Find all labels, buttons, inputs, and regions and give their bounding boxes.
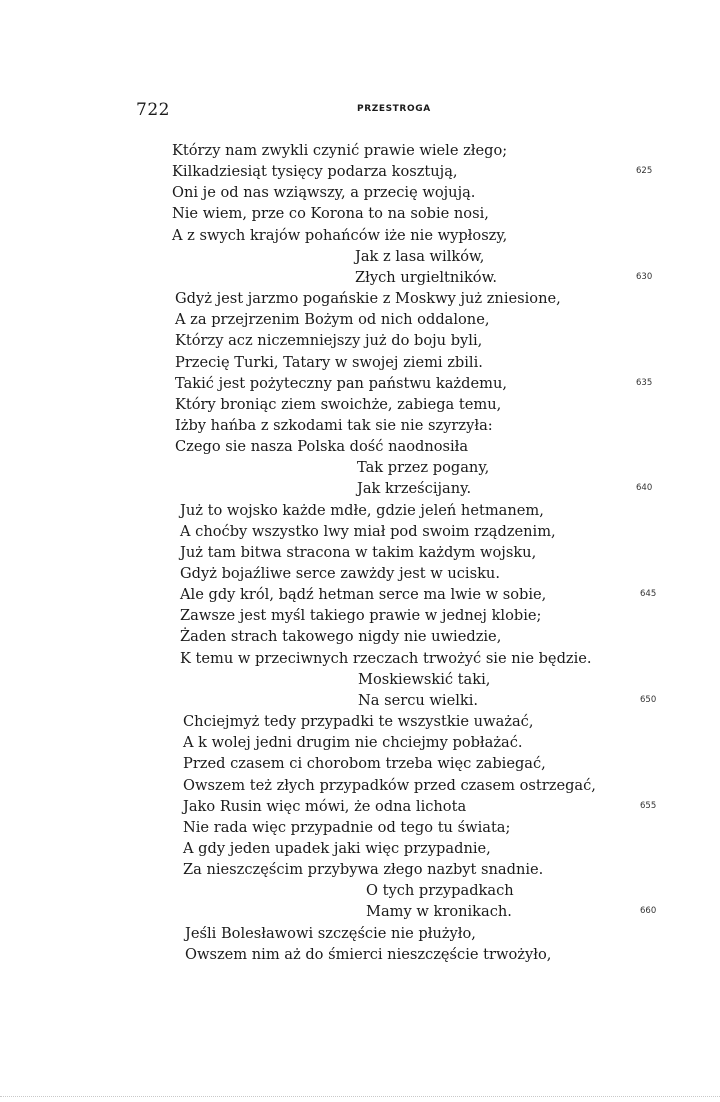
verse-line (0, 140, 720, 161)
verse-text: Już tam bitwa stracona w takim każdym wojsku, (180, 543, 537, 561)
verse-text: A k wolej jedni drugim nie chciejmy pobłażać. (183, 734, 523, 752)
verse-text: Iżby hańba z szkodami tak sie nie szyrzyła: (175, 416, 493, 434)
verse-text: Gdyż bojaźliwe serce zawżdy jest w ucisku. (180, 565, 500, 582)
verse-text: Mamy w kronikach. (366, 903, 512, 921)
verse-line (0, 457, 720, 478)
running-title: PRZESTROGA (357, 104, 431, 114)
verse-line (0, 626, 720, 647)
verse-text: Ale gdy król, bądź hetman serce ma lwie w sobie, (180, 586, 547, 604)
verse-line (0, 690, 720, 711)
verse-text: Jeśli Bolesławowi szczęście nie płużyło, (185, 924, 476, 942)
verse-line (0, 373, 720, 394)
verse-text: O tych przypadkach (366, 882, 514, 900)
verse-line (0, 711, 720, 732)
verse-text: Tak przez pogany, (357, 459, 490, 477)
verse-line (0, 901, 720, 922)
verse-text: Na sercu wielki. (358, 691, 479, 709)
verse-text: Za nieszczęścim przybywa złego nazbyt snadnie. (183, 861, 544, 879)
verse-text: A gdy jeden upadek jaki więc przypadnie, (183, 839, 491, 857)
verse-text: Już to wojsko każde mdłe, gdzie jeleń hetmanem, (180, 501, 544, 519)
verse-line (0, 605, 720, 626)
verse-line (0, 648, 720, 669)
line-number: 645 (640, 589, 657, 600)
verse-line (0, 838, 720, 859)
verse-text: A za przejrzenim Bożym od nich oddalone, (175, 311, 490, 329)
verse-text: Jak krześcijany. (357, 480, 472, 498)
verse-line (0, 817, 720, 838)
verse-text: Kilkadziesiąt tysięcy podarza kosztują, (172, 163, 458, 181)
line-number: 635 (636, 377, 653, 388)
page-number: 722 (136, 100, 170, 120)
verse-text: Owszem nim aż do śmierci nieszczęście trwożyło, (185, 945, 552, 963)
verse-line (0, 161, 720, 182)
verse-line (0, 267, 720, 288)
verse-line (0, 182, 720, 203)
verse-text: Którzy nam zwykli czynić prawie wiele złego; (172, 142, 508, 159)
verse-line (0, 880, 720, 901)
verse-line (0, 542, 720, 563)
verse-line (0, 288, 720, 309)
verse-text: Jak z lasa wilków, (355, 247, 485, 265)
verse-line (0, 796, 720, 817)
verse-line (0, 732, 720, 753)
verse-text: Oni je od nas wziąwszy, a przecię wojują. (172, 184, 476, 202)
verse-text: Żaden strach takowego nigdy nie uwiedzie, (180, 628, 502, 646)
line-number: 625 (636, 166, 653, 177)
verse-text: Gdyż jest jarzmo pogańskie z Moskwy już zniesione, (175, 290, 561, 308)
verse-text: Nie rada więc przypadnie od tego tu świata; (183, 818, 511, 836)
verse-line (0, 944, 720, 965)
bottom-edge-specks (0, 1096, 720, 1100)
verse-line (0, 478, 720, 499)
verse-line (0, 330, 720, 351)
line-number: 630 (636, 271, 653, 282)
verse-line (0, 584, 720, 605)
verse-line (0, 859, 720, 880)
verse-text: Zawsze jest myśl takiego prawie w jednej klobie; (180, 607, 542, 625)
verse-line (0, 309, 720, 330)
line-number: 660 (640, 906, 657, 917)
verse-text: A z swych krajów pohańców iże nie wypłoszy, (172, 226, 508, 244)
verse-line (0, 923, 720, 944)
verse-text: Owszem też złych przypadków przed czasem ostrzegać, (183, 776, 596, 794)
verse-text: Przed czasem ci chorobom trzeba więc zabiegać, (183, 755, 546, 773)
verse-text: Złych urgieltników. (355, 268, 497, 286)
verse-line (0, 669, 720, 690)
verse-line (0, 500, 720, 521)
verse-text: Moskiewskić taki, (358, 670, 491, 688)
verse-text: K temu w przeciwnych rzeczach trwożyć sie nie będzie. (180, 649, 592, 667)
verse-line (0, 203, 720, 224)
verse-line (0, 225, 720, 246)
verse-line (0, 415, 720, 436)
verse-text: Nie wiem, prze co Korona to na sobie nosi, (172, 205, 489, 223)
verse-line (0, 775, 720, 796)
verse-line (0, 563, 720, 584)
line-number: 640 (636, 483, 653, 494)
verse-line (0, 246, 720, 267)
verse-text: Takić jest pożyteczny pan państwu każdemu, (175, 374, 507, 392)
line-number: 650 (640, 694, 657, 705)
verse-line (0, 352, 720, 373)
verse-line (0, 436, 720, 457)
verse-line (0, 394, 720, 415)
verse-text: Który broniąc ziem swoichże, zabiega temu, (175, 395, 502, 413)
verse-line (0, 521, 720, 542)
verse-text: Chciejmyż tedy przypadki te wszystkie uważać, (183, 713, 534, 731)
verse-text: Czego sie nasza Polska dość naodnosiła (175, 438, 469, 456)
verse-text: Jako Rusin więc mówi, że odna lichota (183, 797, 467, 815)
verse-text: Którzy acz niczemniejszy już do boju byli, (175, 332, 483, 350)
line-number: 655 (640, 800, 657, 811)
verse-line (0, 753, 720, 774)
verse-text: Przecię Turki, Tatary w swojej ziemi zbili. (175, 353, 483, 371)
verse-text: A choćby wszystko lwy miał pod swoim rządzenim, (180, 522, 556, 540)
